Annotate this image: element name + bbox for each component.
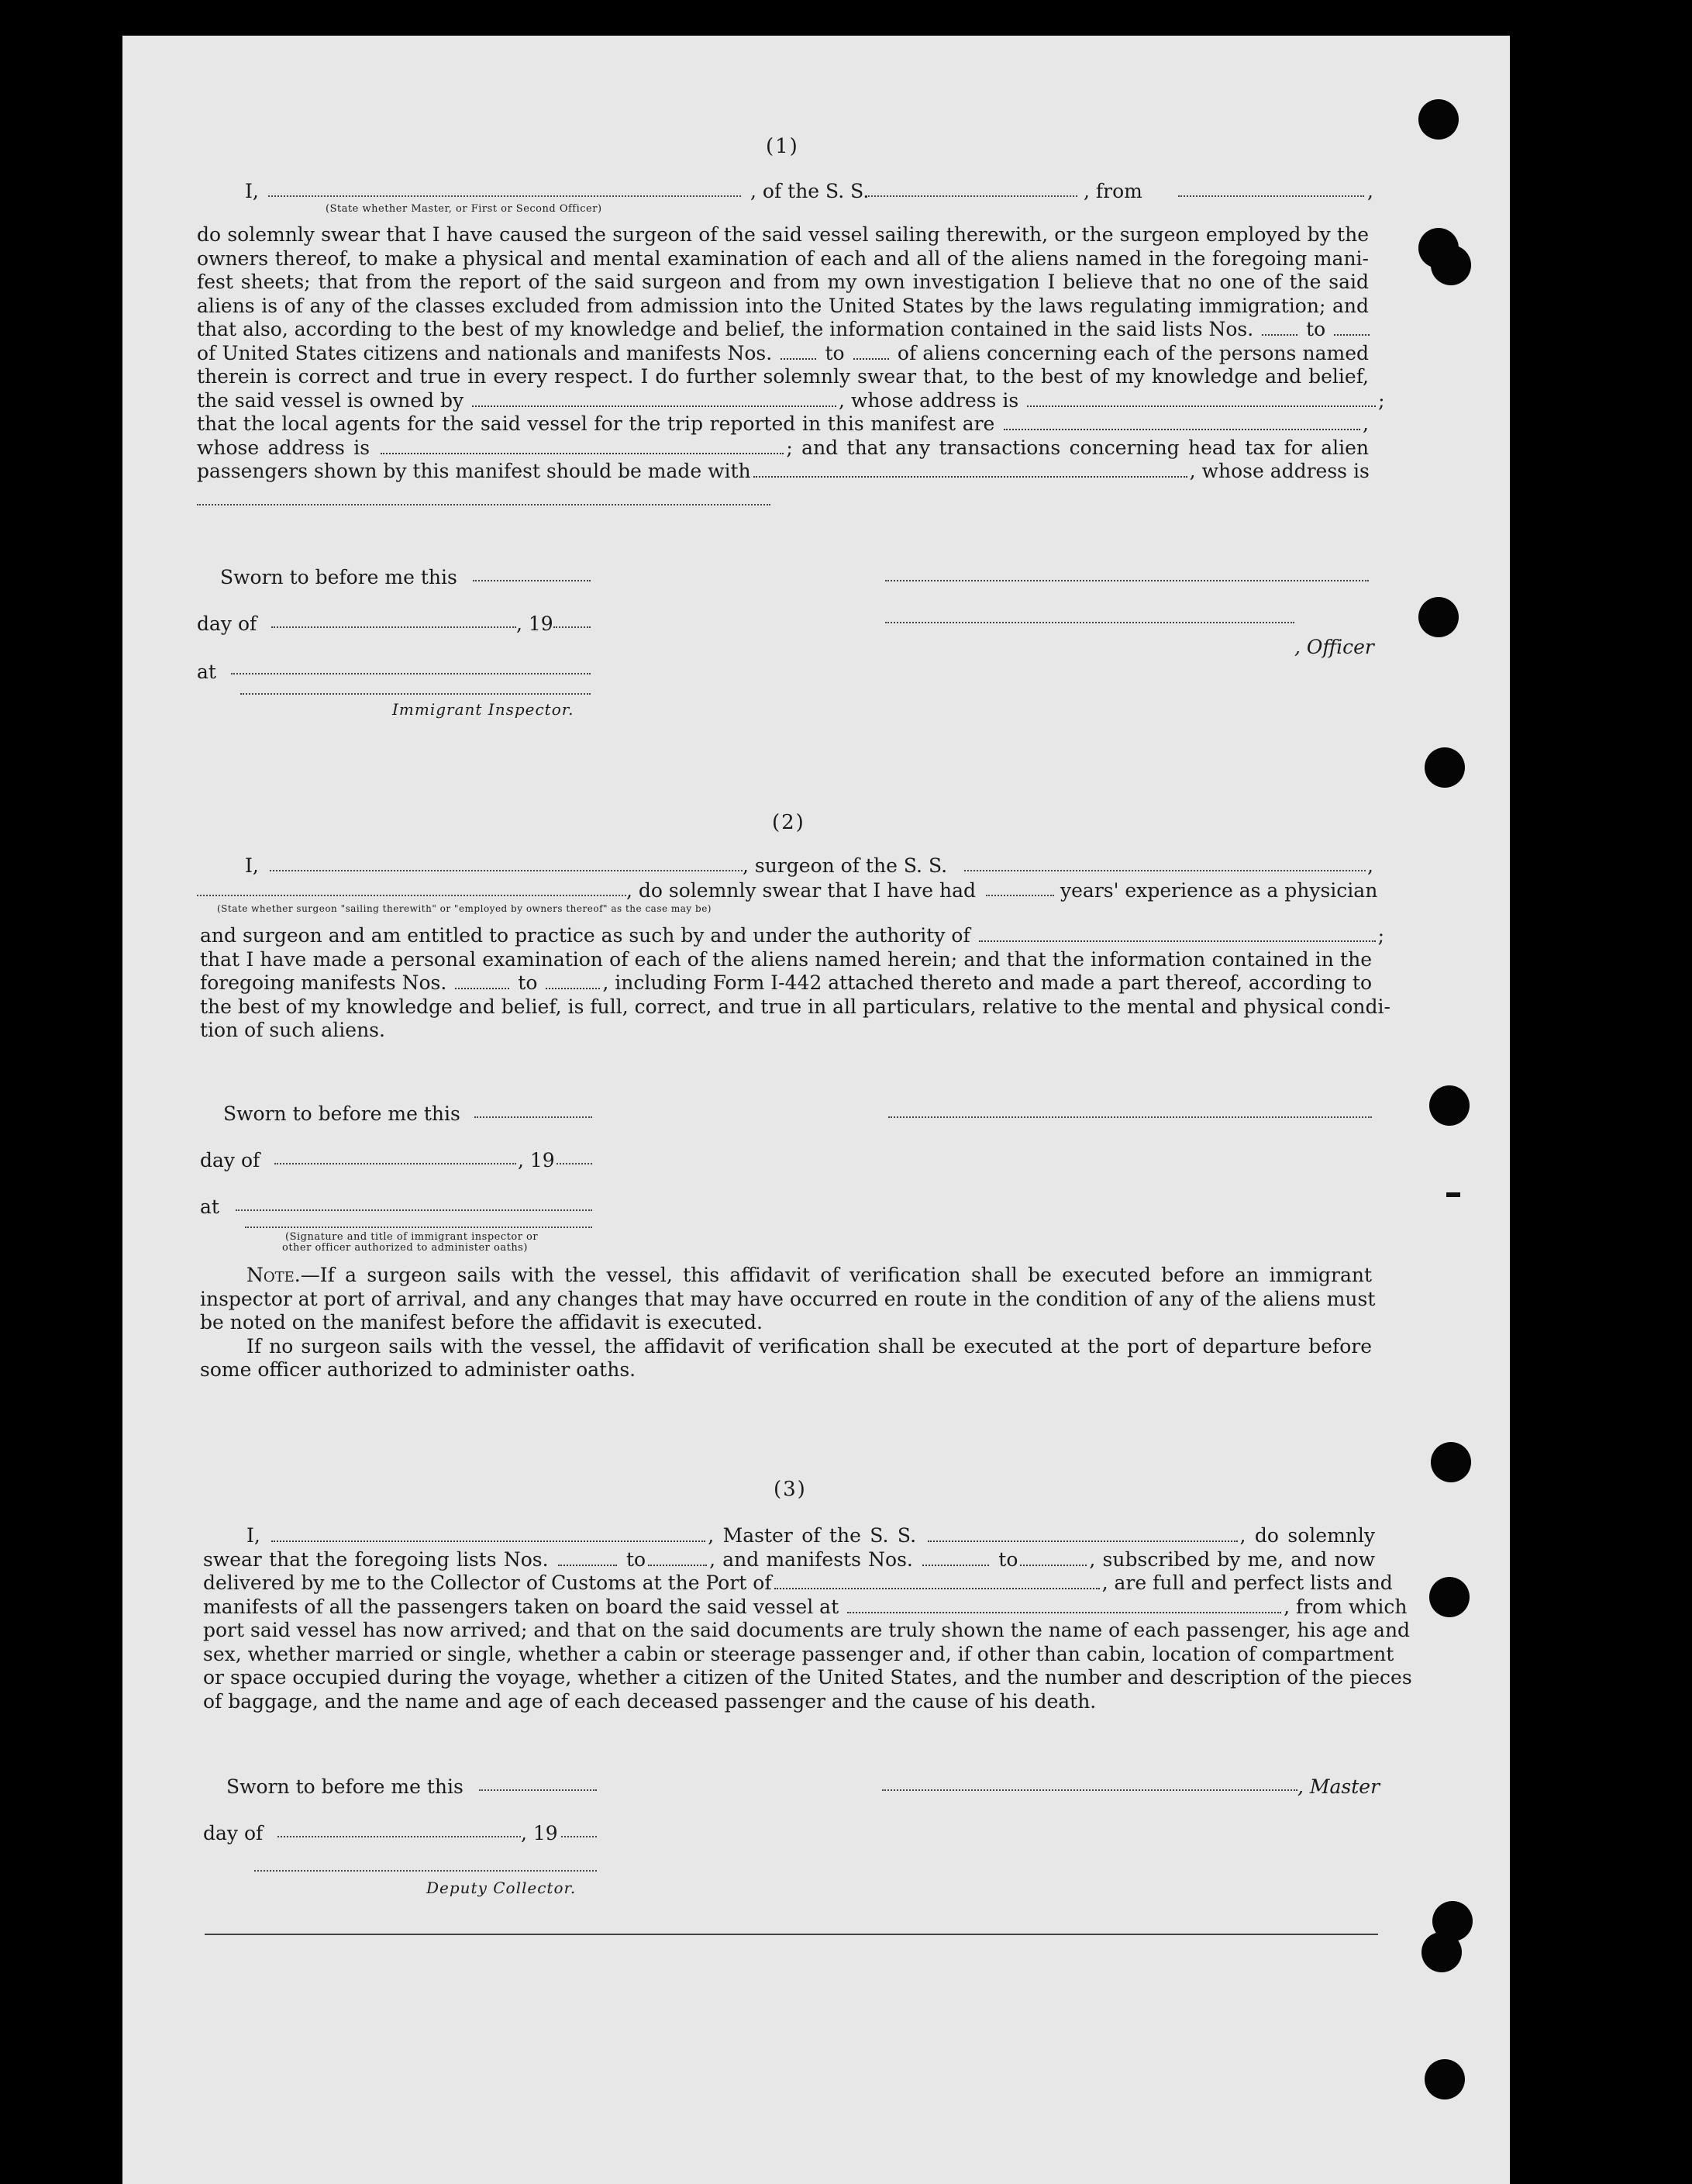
section-number: (2) [772, 811, 805, 834]
officer-signature-blank[interactable] [885, 622, 1294, 623]
ship-name-blank[interactable] [868, 195, 1077, 197]
place-blank[interactable] [231, 673, 591, 675]
master-label: , Master [1297, 1775, 1380, 1798]
binder-hole [1429, 1085, 1470, 1126]
owner-blank[interactable] [472, 395, 836, 407]
note-paragraph: Note.—If a surgeon sails with the vessel, this affidavit of verification shall be executed before an immigrant inspector at port of arrival, and any changes that may have occurred en route in the condition of any of the aliens must be noted on the manifest before the affidavit is executed. If no surgeon sails with the vessel, the affidavit of verification shall be executed at the port of departure before some officer authorized to administer oaths. [200, 1264, 1376, 1381]
manifest-to-blank[interactable] [853, 347, 889, 360]
section-number: (3) [774, 1478, 807, 1501]
month-blank[interactable] [271, 626, 516, 628]
sworn-label: Sworn to before me this [226, 1775, 463, 1798]
binder-hole [1421, 1932, 1462, 1972]
manifest-from-blank[interactable] [781, 347, 816, 360]
section-number: (1) [766, 135, 799, 158]
surgeon-paragraph: and surgeon and am entitled to practice as such by and under the authority of ; that I have made a personal examination of each of the aliens named herein; and that the information contained in the foregoing manifests Nos. to , including Form I-442 attached thereto and made a part thereof, according to the best of my knowledge and belief, is full, correct, and true in all particulars, relative to the mental and physical condi- tion of such aliens. [200, 924, 1390, 1041]
master-paragraph: I, , Master of the S. S. , do solemnly swear that the foregoing lists Nos. to , and manifests Nos. to , subscribed by me, and now delivered by me to the Collector of Customs at the Port of , are full and perfect lists and manifests of all the passengers taken on board the said vessel at , from which port said vessel has now arrived; and that on the said documents are truly shown the name of each passenger, his age and sex, whether married or single, whether a cabin or steerage passenger and, if other than cabin, location of compartment or space occupied during the voyage, whether a citizen of the United States, and the number and description of the pieces of baggage, and the name and age of each deceased passenger and the cause of his death. [203, 1524, 1412, 1713]
binder-hole [1418, 99, 1459, 140]
surgeon-status-blank[interactable] [197, 895, 626, 896]
head-tax-address-blank[interactable] [197, 504, 770, 505]
signature-blank[interactable] [885, 580, 1369, 581]
binder-hole [1429, 1577, 1470, 1617]
agents-address-blank[interactable] [381, 442, 784, 454]
manifests-from-blank[interactable] [922, 1554, 989, 1566]
surgeon-line: years' experience as a physician [1060, 879, 1378, 902]
year-label: , 19 [516, 612, 553, 635]
sworn-label: Sworn to before me this [223, 1102, 460, 1125]
form-page [122, 36, 1510, 2184]
authority-blank[interactable] [979, 930, 1376, 942]
head-tax-blank[interactable] [753, 465, 1187, 478]
surgeon-status-note: (State whether surgeon "sailing therewith" or "employed by owners thereof" as the case may be) [217, 903, 712, 914]
at-label: at [197, 661, 216, 683]
collector-signature-blank[interactable] [254, 1870, 597, 1872]
binder-hole [1418, 597, 1459, 637]
officer-label: , Officer [1294, 636, 1374, 658]
list-to-blank[interactable] [1334, 323, 1370, 336]
collector-label: Deputy Collector. [426, 1879, 577, 1897]
embark-port-blank[interactable] [847, 1601, 1281, 1613]
month-blank[interactable] [274, 1163, 516, 1164]
inspector-label: Immigrant Inspector. [392, 700, 574, 719]
lists-to-blank[interactable] [648, 1554, 707, 1566]
signature-note: other officer authorized to administer oaths) [282, 1242, 528, 1254]
sworn-label: Sworn to before me this [220, 566, 457, 588]
month-blank[interactable] [277, 1836, 521, 1837]
day-of-label: day of [203, 1822, 264, 1844]
agents-blank[interactable] [1004, 418, 1360, 430]
binder-hole [1425, 747, 1465, 788]
sworn-day-blank[interactable] [479, 1789, 597, 1791]
surgeon-line: , do solemnly swear that I have had [626, 879, 977, 902]
lists-from-blank[interactable] [558, 1554, 617, 1566]
surgeon-ship-blank[interactable] [964, 870, 1366, 871]
oath-paragraph: do solemnly swear that I have caused the surgeon of the said vessel sailing therewith, or the surgeon employed by the owners thereof, to make a physical and mental examination of each and all of the aliens named in the foregoing mani- fest sheets; that from the report of the said surgeon and from my own investigation I believe that no one of the said aliens is of any of the classes excluded from admission into the United States by the laws regulating immigration; and that also, according to the best of my knowledge and belief, the information contained in the said lists Nos. to of United States citizens and nationals and manifests Nos. to of aliens concerning each of the persons named therein is correct and true in every respect. I do further solemnly swear that, to the best of my knowledge and belief, the said vessel is owned by , whose address is ; that the local agents for the said vessel for the trip reported in this manifest are , whose address is ; and that any transactions concerning head tax for alien passengers shown by this manifest should be made with , whose address is [197, 223, 1385, 482]
sworn-day-blank[interactable] [473, 580, 591, 581]
signature-note: (Signature and title of immigrant inspector or [285, 1231, 539, 1243]
footer-rule [205, 1934, 1378, 1935]
day-of-label: day of [197, 612, 257, 635]
surgeon-line: , surgeon of the S. S. [743, 854, 948, 877]
binder-hole [1431, 1442, 1471, 1482]
master-signature-blank[interactable] [882, 1789, 1297, 1791]
edge-mark [1446, 1192, 1460, 1197]
manifest-to-blank[interactable] [546, 977, 600, 989]
port-blank[interactable] [774, 1577, 1100, 1589]
manifest-from-blank[interactable] [455, 977, 509, 989]
officer-line: , from [1084, 180, 1142, 202]
officer-name-blank[interactable] [268, 195, 741, 197]
year-label: , 19 [518, 1149, 555, 1171]
year-blank[interactable] [557, 1163, 592, 1164]
master-name-blank[interactable] [271, 1530, 705, 1542]
from-port-blank[interactable] [1178, 195, 1364, 197]
binder-hole [1431, 245, 1471, 285]
surgeon-name-blank[interactable] [270, 870, 743, 871]
year-blank[interactable] [561, 1836, 597, 1837]
day-of-label: day of [200, 1149, 260, 1171]
year-blank[interactable] [553, 626, 591, 628]
inspector-signature-blank[interactable] [245, 1227, 592, 1228]
place-blank[interactable] [236, 1209, 592, 1211]
at-label: at [200, 1196, 219, 1218]
surgeon-line: , [1367, 854, 1373, 877]
list-from-blank[interactable] [1262, 323, 1297, 336]
inspector-signature-blank[interactable] [240, 693, 591, 695]
owner-address-blank[interactable] [1027, 395, 1376, 407]
officer-title-note: (State whether Master, or First or Second Officer) [326, 203, 602, 215]
master-ship-blank[interactable] [928, 1530, 1238, 1542]
surgeon-signature-blank[interactable] [888, 1116, 1372, 1118]
manifests-to-blank[interactable] [1020, 1554, 1087, 1566]
years-blank[interactable] [986, 895, 1054, 896]
year-label: , 19 [521, 1822, 558, 1844]
officer-line: , [1367, 180, 1373, 202]
surgeon-line: I, [245, 854, 259, 877]
binder-hole [1425, 2059, 1465, 2099]
officer-line: I, [245, 180, 259, 202]
officer-line: , of the S. S. [750, 180, 870, 202]
sworn-day-blank[interactable] [474, 1116, 592, 1118]
